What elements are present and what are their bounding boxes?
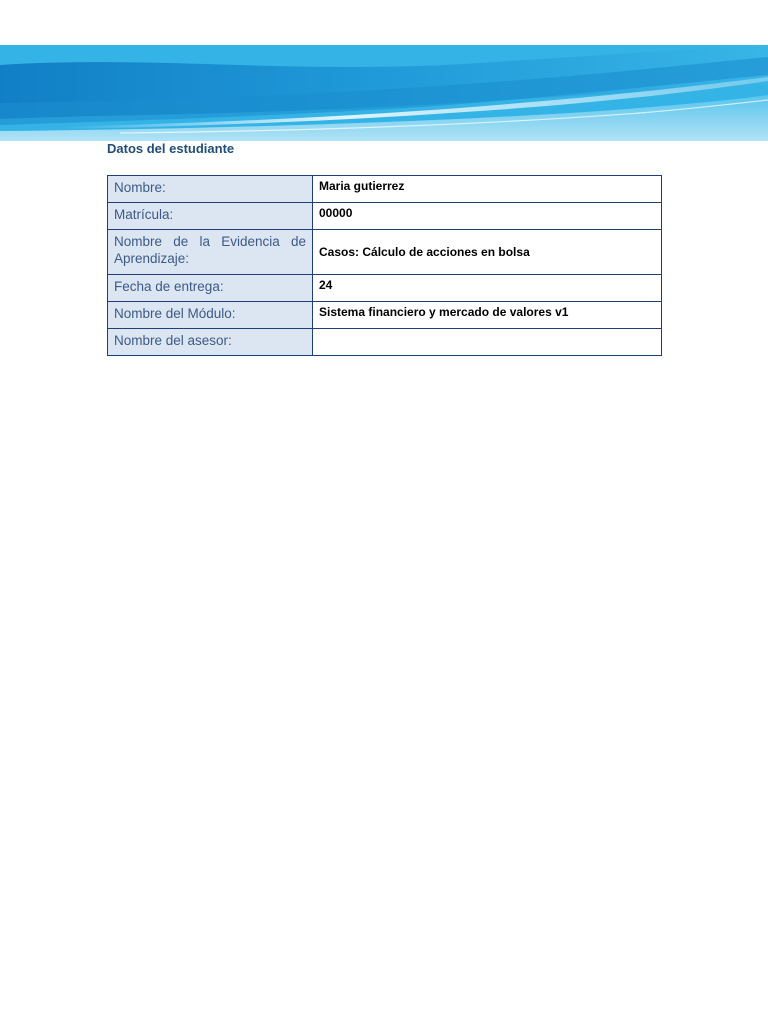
value-matricula: 00000 — [313, 203, 662, 230]
label-matricula: Matrícula: — [108, 203, 313, 230]
label-modulo: Nombre del Módulo: — [108, 302, 313, 329]
table-row-matricula — [108, 203, 662, 230]
label-nombre: Nombre: — [108, 176, 313, 203]
value-modulo: Sistema financiero y mercado de valores v1 — [313, 302, 662, 329]
section-title: Datos del estudiante — [107, 141, 235, 156]
table-row-evidencia — [108, 230, 662, 275]
table-row-nombre — [108, 176, 662, 203]
label-evidencia — [108, 230, 313, 275]
value-nombre: Maria gutierrez — [313, 176, 662, 203]
label-fecha: Fecha de entrega: — [108, 275, 313, 302]
value-fecha: 24 — [313, 275, 662, 302]
table-row-fecha — [108, 275, 662, 302]
table-row-asesor — [108, 329, 662, 356]
table-row-modulo — [108, 302, 662, 329]
header-swoosh-graphic — [0, 45, 768, 141]
student-data-table — [107, 175, 662, 356]
label-evidencia-line1: Nombre de la Evidencia de — [114, 234, 306, 249]
value-evidencia: Casos: Cálculo de acciones en bolsa — [313, 230, 662, 275]
label-evidencia-line2: Aprendizaje: — [114, 251, 190, 266]
value-asesor — [313, 329, 662, 356]
label-asesor: Nombre del asesor: — [108, 329, 313, 356]
header-banner — [0, 45, 768, 141]
